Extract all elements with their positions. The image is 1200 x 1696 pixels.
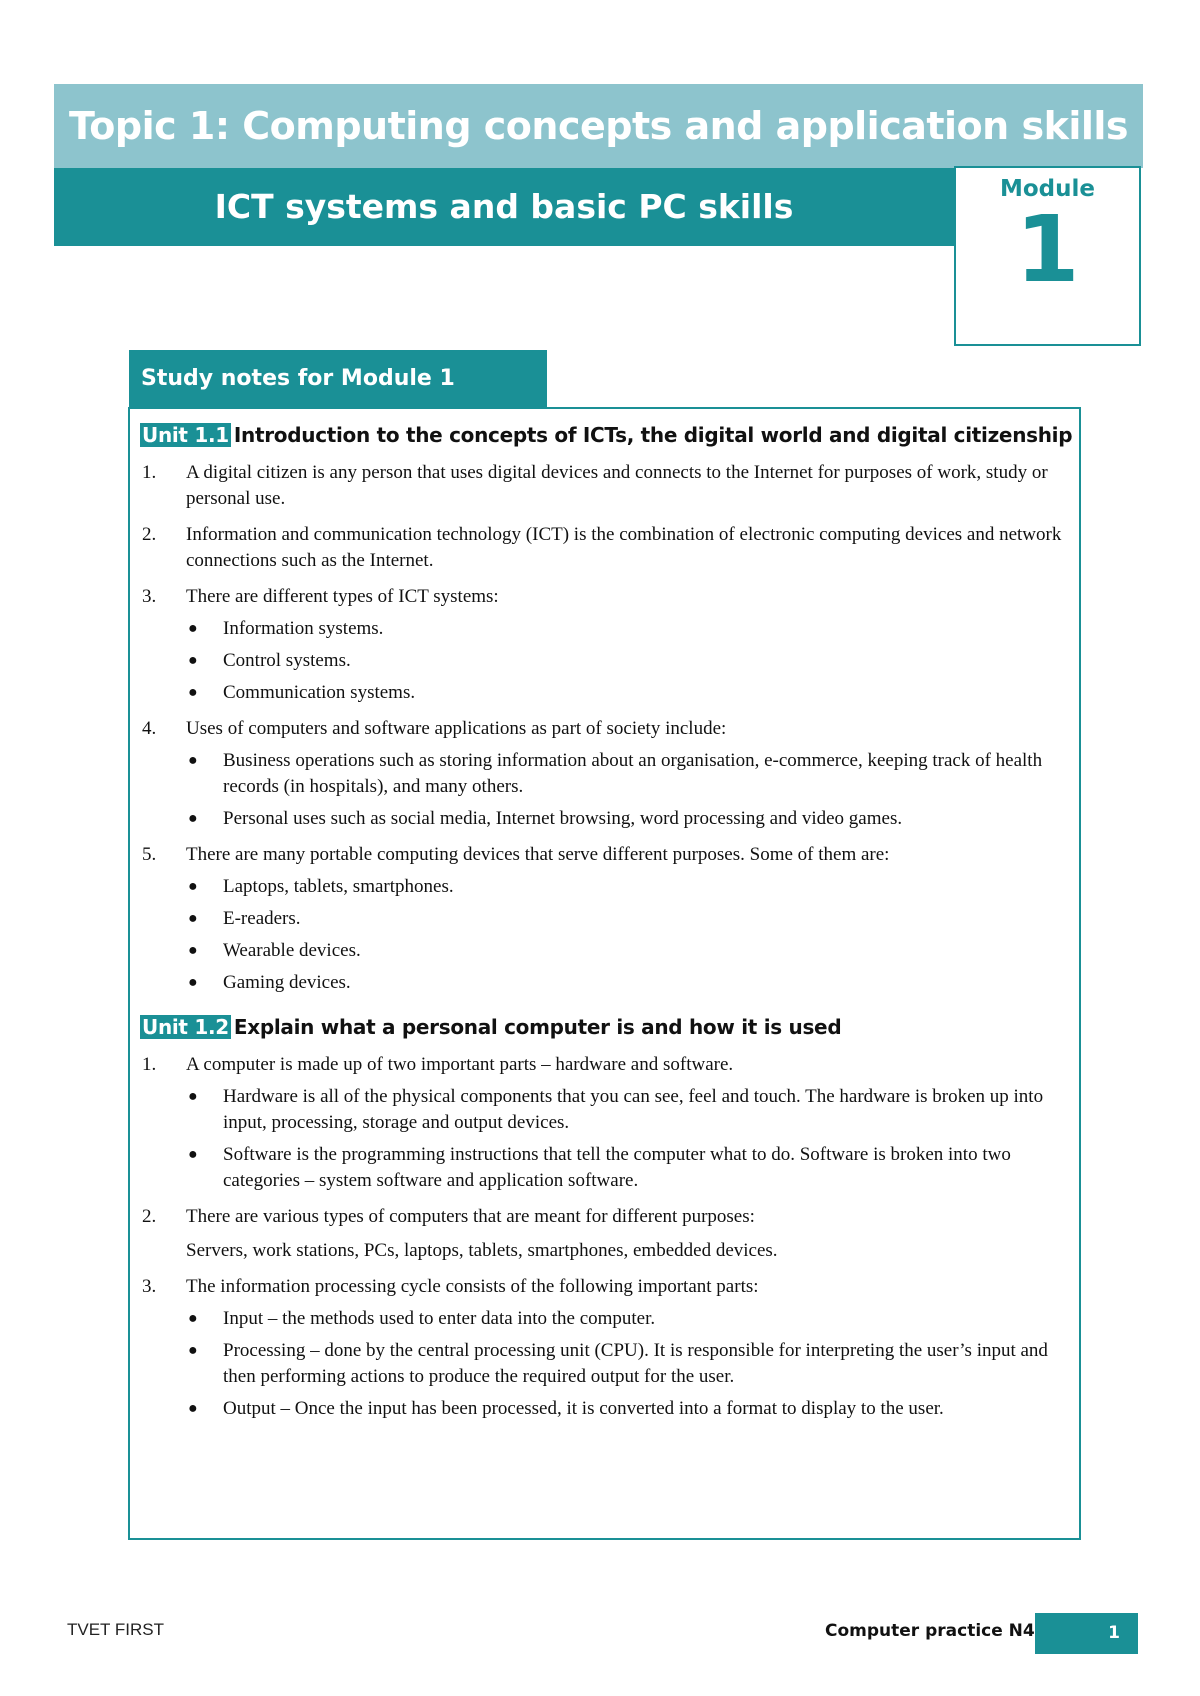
item-text: Information and communication technology (ICT) is the combination of electronic computing devices and network connections such as the Internet. [186, 524, 1062, 571]
list-item [140, 842, 1070, 996]
bullet-text: Information systems. [223, 618, 384, 639]
bullet-list [186, 1306, 1070, 1422]
bullet-text: Control systems. [223, 650, 351, 671]
bullet-item [140, 748, 1070, 800]
study-notes-content [140, 420, 1073, 1422]
item-number: 3. [142, 586, 157, 607]
bullet-icon: ● [188, 974, 198, 991]
module-number: 1 [1015, 196, 1080, 303]
unit-heading [140, 420, 1073, 450]
page-number: 1 [1035, 1613, 1138, 1654]
bullet-item [140, 906, 1070, 932]
item-text: Uses of computers and software applications as part of society include: [186, 718, 727, 739]
study-notes-tab: Study notes for Module 1 [129, 350, 547, 408]
list-item [140, 460, 1070, 512]
bullet-item [140, 874, 1070, 900]
bullet-item [140, 938, 1070, 964]
list-item [140, 522, 1070, 574]
item-extra-text: Servers, work stations, PCs, laptops, tablets, smartphones, embedded devices. [186, 1240, 778, 1261]
unit-heading [140, 1012, 1070, 1042]
item-text: There are many portable computing devices that serve different purposes. Some of them are: [186, 844, 890, 865]
bullet-item [140, 616, 1070, 642]
unit-title: Explain what a personal computer is and how it is used [233, 1015, 842, 1039]
item-number: 3. [142, 1276, 157, 1297]
bullet-item [140, 1084, 1070, 1136]
item-text: There are different types of ICT systems: [186, 586, 499, 607]
item-number: 1. [142, 1054, 157, 1075]
bullet-text: Wearable devices. [223, 940, 361, 961]
bullet-item [140, 1338, 1070, 1390]
bullet-icon: ● [188, 1342, 198, 1359]
item-text: A digital citizen is any person that uses digital devices and connects to the Internet for purposes of work, study or personal use. [186, 462, 1048, 509]
bullet-icon: ● [188, 1088, 198, 1105]
bullet-icon: ● [188, 910, 198, 927]
module-subtitle: ICT systems and basic PC skills [54, 168, 954, 246]
bullet-text: Hardware is all of the physical components that you can see, feel and touch. The hardware is broken up into input, processing, storage and output devices. [223, 1086, 1044, 1133]
list-item [140, 716, 1070, 832]
item-number: 1. [142, 462, 157, 483]
bullet-list [186, 748, 1070, 832]
bullet-list [186, 1084, 1070, 1194]
bullet-item [140, 1142, 1070, 1194]
unit-list [140, 460, 1070, 996]
bullet-text: Personal uses such as social media, Internet browsing, word processing and video games. [223, 808, 903, 829]
bullet-text: Output – Once the input has been processed, it is converted into a format to display to the user. [223, 1398, 944, 1419]
bullet-icon: ● [188, 1146, 198, 1163]
module-box [954, 166, 1141, 346]
unit-list [140, 1052, 1070, 1422]
item-text: The information processing cycle consists of the following important parts: [186, 1276, 759, 1297]
bullet-text: Laptops, tablets, smartphones. [223, 876, 454, 897]
bullet-item [140, 970, 1070, 996]
bullet-item [140, 806, 1070, 832]
bullet-icon: ● [188, 1400, 198, 1417]
item-number: 4. [142, 718, 157, 739]
bullet-text: Processing – done by the central processing unit (CPU). It is responsible for interpreting the user’s input and then performing actions to produce the required output for the user. [223, 1340, 1048, 1387]
item-text: There are various types of computers that are meant for different purposes: [186, 1206, 755, 1227]
item-number: 5. [142, 844, 157, 865]
footer-course: Computer practice N4 [825, 1621, 1035, 1641]
item-text: A computer is made up of two important parts – hardware and software. [186, 1054, 734, 1075]
bullet-icon: ● [188, 652, 198, 669]
bullet-list [186, 616, 1070, 706]
module-label: Module [999, 176, 1095, 202]
bullet-icon: ● [188, 810, 198, 827]
bullet-list [186, 874, 1070, 996]
bullet-icon: ● [188, 942, 198, 959]
unit-number: Unit 1.2 [142, 1015, 229, 1039]
topic-title: Topic 1: Computing concepts and application skills [54, 84, 1143, 168]
bullet-icon: ● [188, 752, 198, 769]
bullet-icon: ● [188, 684, 198, 701]
bullet-text: Gaming devices. [223, 972, 351, 993]
bullet-icon: ● [188, 620, 198, 637]
list-item [140, 1052, 1070, 1194]
bullet-item [140, 648, 1070, 674]
bullet-text: Input – the methods used to enter data into the computer. [223, 1308, 656, 1329]
item-number: 2. [142, 1206, 157, 1227]
bullet-icon: ● [188, 1310, 198, 1327]
footer-publisher: TVET FIRST [67, 1620, 164, 1639]
list-item [140, 1204, 1070, 1264]
bullet-text: Software is the programming instructions that tell the computer what to do. Software is broken into two categories – system software and application software. [223, 1144, 1011, 1191]
bullet-item [140, 1306, 1070, 1332]
unit-title: Introduction to the concepts of ICTs, the digital world and digital citizenship [233, 423, 1073, 447]
bullet-text: Business operations such as storing information about an organisation, e-commerce, keeping track of health records (in hospitals), and many others. [223, 750, 1043, 797]
unit-number: Unit 1.1 [142, 423, 229, 447]
list-item [140, 584, 1070, 706]
bullet-icon: ● [188, 878, 198, 895]
bullet-text: E-readers. [223, 908, 301, 929]
bullet-text: Communication systems. [223, 682, 416, 703]
list-item [140, 1274, 1070, 1422]
bullet-item [140, 680, 1070, 706]
item-number: 2. [142, 524, 157, 545]
bullet-item [140, 1396, 1070, 1422]
